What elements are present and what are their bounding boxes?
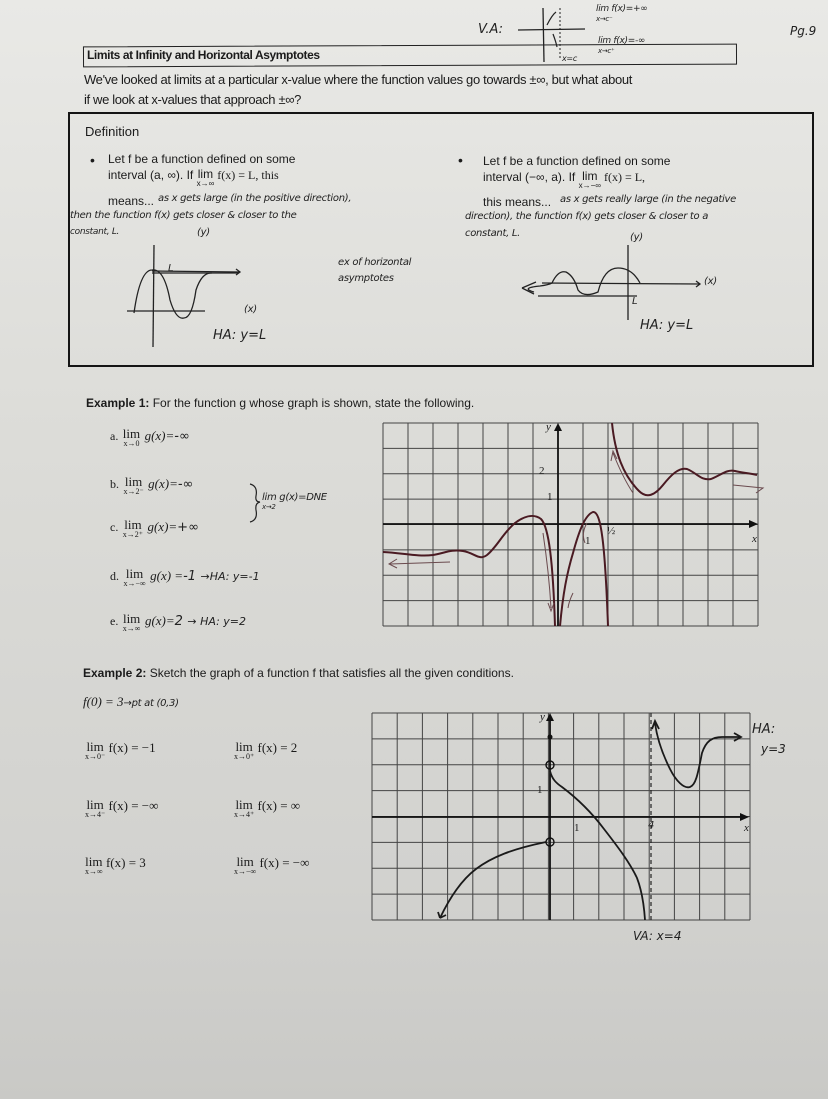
y-axis-arrow-icon — [546, 713, 554, 721]
def-right-line2-post: f(x) = L, — [600, 170, 646, 184]
def-left-hw1: as x gets large (in the positive direction), — [158, 193, 352, 204]
example2-text: Sketch the graph of a function f that satisfies all the given conditions. — [146, 666, 514, 680]
item-expr: g(x)= — [147, 519, 178, 534]
item-note: →HA: y=-1 — [200, 570, 260, 583]
lim-text: lim — [235, 739, 253, 754]
va-lim-plus: lim f(x)=+∞ — [596, 4, 648, 14]
item-label: c. — [110, 520, 119, 534]
lim-text: lim — [85, 854, 103, 869]
item-answer[interactable]: -∞ — [177, 477, 194, 492]
def-right-line2-pre: interval (−∞, a). If — [483, 170, 579, 184]
lim-text: lim — [124, 517, 142, 532]
item-label: b. — [110, 477, 119, 491]
lim-sub: x→4⁻ — [85, 810, 106, 819]
intro-line-1: We've looked at limits at a particular x-value where the function values go towards ±∞, but what about — [84, 72, 633, 87]
lim-sub: x→∞ — [122, 624, 141, 633]
example2-heading: Example 2: — [83, 666, 147, 680]
def-right-hw3: constant, L. — [465, 228, 520, 239]
item-label: d. — [110, 569, 119, 583]
annotation-arrows — [389, 451, 763, 611]
item-answer[interactable]: 2 — [174, 614, 183, 629]
def-left-hw2: then the function f(x) gets closer & closer to the — [70, 210, 297, 221]
def-right-means: this means... — [483, 195, 552, 209]
def-left-line2-post: f(x) = L, this — [214, 168, 279, 182]
lim-sub: x→0⁻ — [85, 752, 106, 761]
lim-sub: x→−∞ — [234, 867, 257, 876]
item-answer[interactable]: +∞ — [177, 520, 199, 535]
item-expr: g(x)= — [144, 613, 175, 628]
def-right-line1: Let f be a function defined on some — [483, 154, 671, 168]
g1-tick-1: 1 — [547, 491, 553, 503]
g1-tick-2: 2 — [539, 465, 545, 477]
example2-graph — [372, 713, 750, 920]
lim-text: lim — [124, 474, 143, 489]
y-axis-arrow-icon — [554, 423, 562, 431]
ha-example-note-2: asymptotes — [338, 273, 394, 284]
lim-sub: x→0 — [123, 439, 140, 448]
lim — [85, 740, 105, 761]
item-answer[interactable]: -∞ — [174, 429, 190, 444]
g2-tick-4: 4 — [648, 820, 655, 831]
item-note: → HA: y=2 — [187, 615, 247, 628]
item-expr: g(x) = — [150, 568, 184, 583]
bullet-right: • — [458, 152, 463, 168]
def-left-line2-pre: interval (a, ∞). If — [108, 168, 197, 182]
lim-text: lim — [86, 797, 104, 812]
va-label: VA: x=4 — [633, 929, 682, 943]
lim — [234, 798, 254, 819]
lim — [85, 798, 105, 819]
ha-value: y=3 — [761, 742, 786, 756]
def-left-line1: Let f be a function defined on some — [108, 152, 296, 166]
lim-text: lim — [122, 426, 141, 441]
left-sketch-x-label: (x) — [244, 304, 257, 315]
lim-text: lim — [125, 566, 144, 581]
definition-heading: Definition — [85, 124, 140, 139]
condition-expr: f(x) = −1 — [108, 740, 156, 755]
condition-5 — [85, 855, 146, 876]
lim-sub: x→2⁻ — [123, 487, 144, 496]
lim-text: lim — [236, 854, 254, 869]
condition-expr: f(x) = 3 — [105, 855, 146, 870]
lim-sub: x→∞ — [196, 179, 215, 188]
va-x-eq-c: x=c — [562, 54, 577, 63]
right-sketch-y-label: (y) — [630, 232, 643, 243]
g2-tick-y1: 1 — [537, 784, 543, 796]
def-right-hw1: as x gets really large (in the negative — [560, 194, 736, 205]
lim — [234, 740, 254, 761]
lim-sub: x→−∞ — [123, 579, 146, 588]
condition-expr: f(x) = 2 — [257, 740, 298, 755]
bullet-left: • — [90, 152, 95, 168]
def-right-hw2: direction), the function f(x) gets closer & closer to a — [465, 211, 709, 222]
example1-text: For the function g whose graph is shown, state the following. — [149, 396, 475, 410]
page-number: Pg.9 — [790, 24, 817, 38]
condition-4 — [234, 798, 300, 819]
lim-sub: x→−∞ — [578, 181, 601, 190]
g2-y-label: y — [540, 711, 545, 723]
g2-tick-x1: 1 — [574, 822, 580, 834]
lim-text: lim — [582, 169, 598, 183]
condition-6 — [234, 855, 309, 876]
va-note-label: V.A: — [478, 22, 504, 37]
def-left-means: means... — [108, 194, 155, 208]
lim-text: lim — [122, 611, 141, 626]
example1-heading: Example 1: — [86, 396, 150, 410]
f0-note: →pt at (0,3) — [123, 698, 179, 709]
right-sketch-x-label: (x) — [704, 276, 717, 287]
brace-note: lim g(x)=DNE — [262, 492, 327, 503]
item-answer[interactable]: -1 — [183, 569, 197, 584]
lim — [85, 855, 103, 876]
item-expr: g(x)= — [148, 476, 178, 491]
condition-3 — [85, 798, 158, 819]
item-label: a. — [110, 429, 119, 443]
right-sketch-ha: HA: y=L — [640, 318, 694, 333]
intro-line-2: if we look at x-values that approach ±∞? — [84, 92, 302, 107]
example2-prompt — [83, 666, 514, 680]
condition-expr: f(x) = −∞ — [259, 855, 310, 870]
g1-x-label: x — [752, 533, 757, 545]
lim-sub: x→0⁺ — [234, 752, 255, 761]
brace-note-sub: x→2 — [262, 503, 276, 511]
left-sketch-ha: HA: y=L — [213, 328, 267, 343]
lim-sub: x→∞ — [85, 867, 103, 876]
brace-icon — [0, 0, 400, 600]
x-axis-arrow-icon — [749, 520, 758, 528]
lim — [123, 612, 141, 633]
x-axis-arrow-icon — [740, 813, 749, 821]
va-lim-minus-sub: x→c⁺ — [598, 47, 615, 55]
left-sketch-L-label: L — [168, 263, 174, 274]
g1-y-label: y — [546, 421, 551, 433]
item-expr: g(x)= — [144, 428, 175, 443]
item-label: e. — [110, 614, 119, 628]
condition-2 — [234, 740, 297, 761]
f-curve — [438, 721, 741, 920]
def-left-hw3: constant, L. — [70, 227, 120, 237]
left-sketch-y-label: (y) — [197, 227, 210, 238]
va-lim-minus: lim f(x)=-∞ — [598, 36, 646, 46]
g2-x-label: x — [744, 822, 749, 834]
example2-f0 — [83, 694, 179, 710]
page-title: Limits at Infinity and Horizontal Asymptotes — [87, 48, 320, 62]
lim — [234, 855, 256, 876]
lim-sub: x→4⁺ — [234, 810, 255, 819]
condition-expr: f(x) = ∞ — [257, 798, 301, 813]
example1-item-e — [110, 612, 246, 633]
example1-graph — [383, 423, 758, 626]
ha-label: HA: — [752, 722, 776, 737]
g1-tick-half: ½ — [607, 525, 616, 537]
va-lim-plus-sub: x→c⁻ — [596, 15, 613, 23]
ha-example-note-1: ex of horizontal — [338, 257, 412, 268]
g1-tick-x1: 1 — [585, 535, 591, 547]
condition-expr: f(x) = −∞ — [108, 798, 159, 813]
lim-text: lim — [235, 797, 253, 812]
lim-text: lim — [86, 739, 104, 754]
filled-point-icon — [548, 735, 553, 740]
lim-text: lim — [197, 167, 214, 181]
right-sketch-L-label: L — [632, 296, 638, 307]
lim-sub: x→2⁺ — [122, 530, 144, 539]
condition-1 — [85, 740, 156, 761]
f0-text: f(0) = 3 — [83, 694, 124, 709]
